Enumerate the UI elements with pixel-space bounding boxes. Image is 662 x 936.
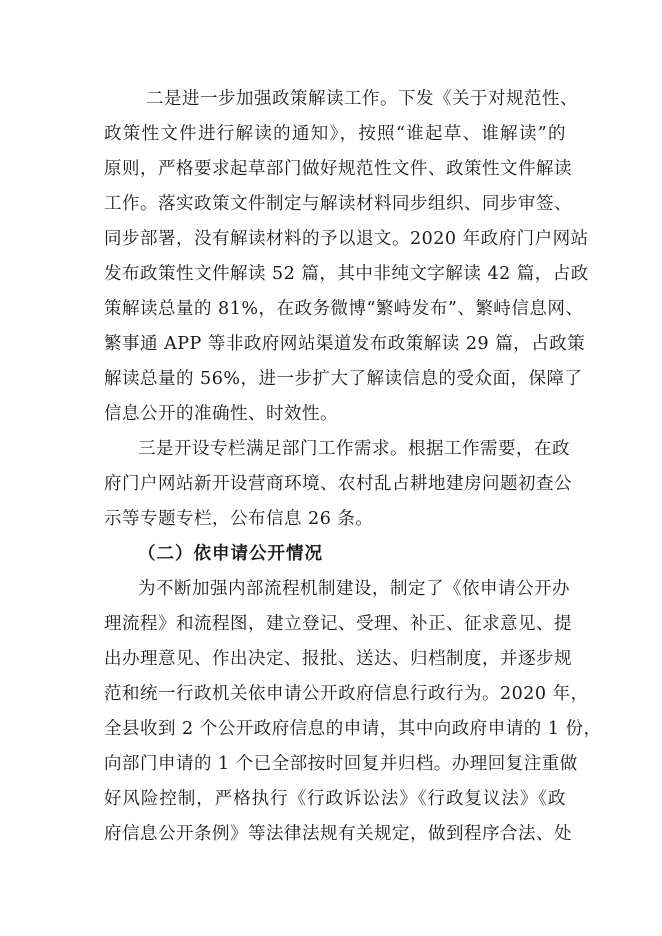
- paragraph-2-line-3: 原则，严格要求起草部门做好规范性文件、政策性文件解读: [104, 159, 572, 179]
- paragraph-4-line-1: 为不断加强内部流程机制建设，制定了《依申请公开办: [138, 579, 570, 599]
- paragraph-2-line-2: 政策性文件进行解读的通知》，按照“谁起草、谁解读”的: [104, 124, 566, 144]
- paragraph-4-line-6: 向部门申请的 1 个已全部按时回复并归档。办理回复注重做: [104, 754, 578, 774]
- paragraph-3-line-1: 三是开设专栏满足部门工作需求。根据工作需要，在政: [138, 439, 570, 459]
- paragraph-3-line-3: 示等专题专栏，公布信息 26 条。: [104, 509, 374, 529]
- paragraph-4-line-7: 好风险控制，严格执行《行政诉讼法》《行政复议法》《政: [104, 789, 566, 809]
- paragraph-4-line-3: 出办理意见、作出决定、报批、送达、归档制度，并逐步规: [104, 649, 572, 669]
- paragraph-3-line-2: 府门户网站新开设营商环境、农村乱占耕地建房问题初查公: [104, 474, 572, 494]
- section-heading: （二）依申请公开情况: [138, 544, 323, 564]
- paragraph-2-line-9: 解读总量的 56%，进一步扩大了解读信息的受众面，保障了: [104, 369, 583, 389]
- paragraph-2-line-8: 繁事通 APP 等非政府网站渠道发布政策解读 29 篇，占政策: [104, 334, 586, 354]
- paragraph-2-line-6: 发布政策性文件解读 52 篇，其中非纯文字解读 42 篇，占政: [104, 264, 589, 284]
- paragraph-2-line-1: 二是进一步加强政策解读工作。下发《关于对规范性、: [146, 89, 578, 109]
- paragraph-2-line-4: 工作。落实政策文件制定与解读材料同步组织、同步审签、: [104, 194, 572, 214]
- paragraph-4-line-8: 府信息公开条例》等法律法规有关规定，做到程序合法、处: [104, 824, 572, 844]
- paragraph-4-line-4: 范和统一行政机关依申请公开政府信息行政行为。2020 年，: [104, 684, 589, 704]
- paragraph-4-line-2: 理流程》和流程图，建立登记、受理、补正、征求意见、提: [104, 614, 572, 634]
- paragraph-2-line-10: 信息公开的准确性、时效性。: [104, 404, 338, 424]
- paragraph-2-line-7: 策解读总量的 81%，在政务微博“繁峙发布”、繁峙信息网、: [104, 299, 584, 319]
- paragraph-2-line-5: 同步部署，没有解读材料的予以退文。2020 年政府门户网站: [104, 229, 589, 249]
- paragraph-4-line-5: 全县收到 2 个公开政府信息的申请，其中向政府申请的 1 份，: [104, 719, 602, 739]
